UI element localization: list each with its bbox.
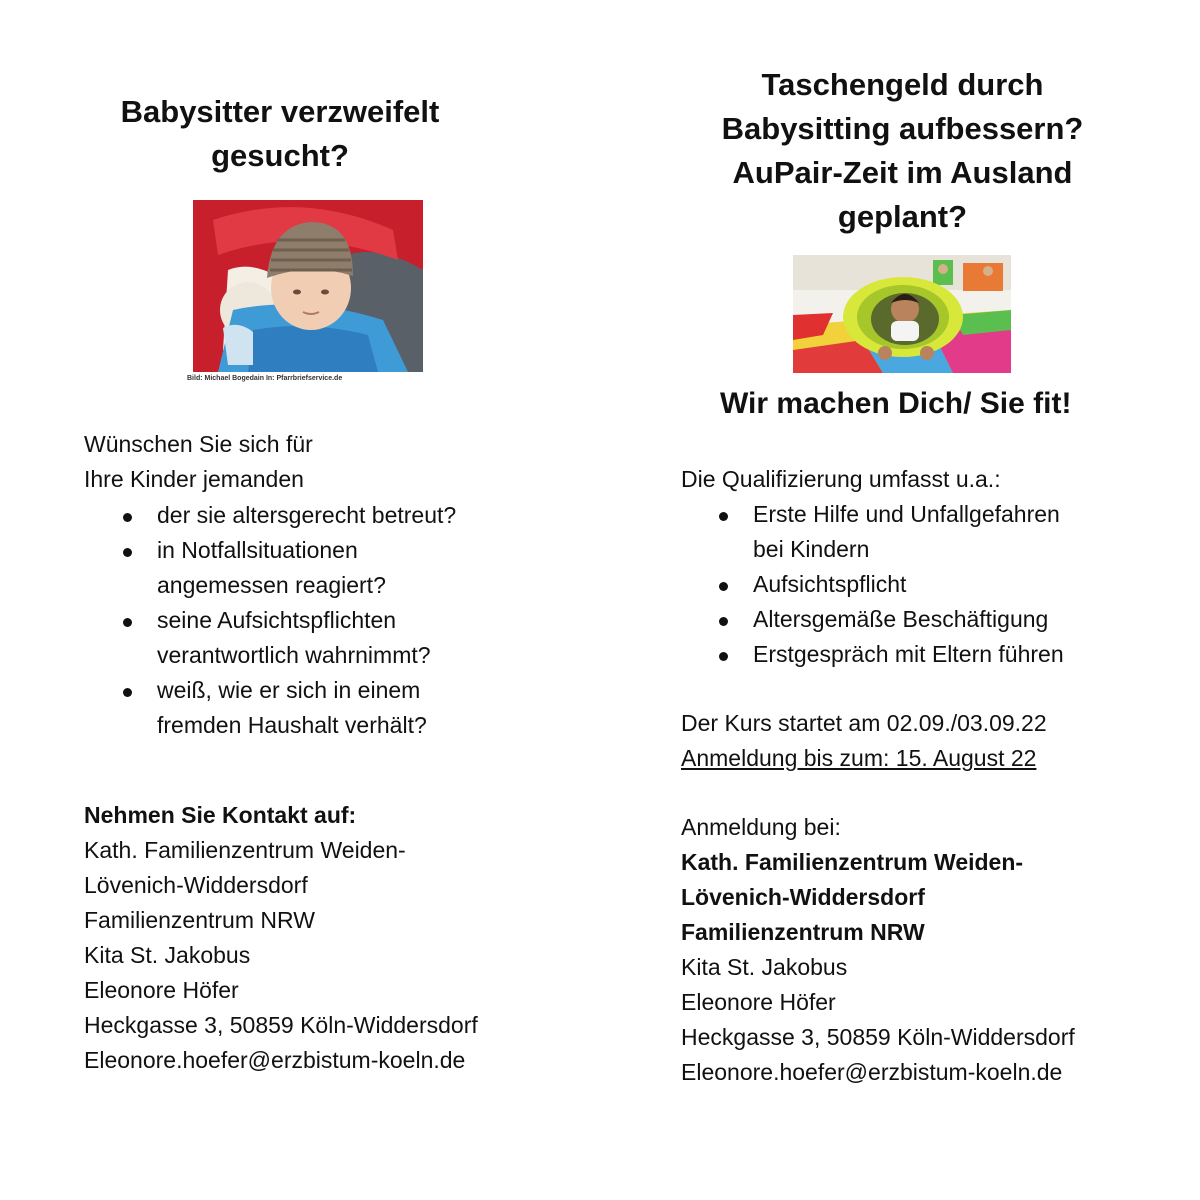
list-item-line: der sie altersgerecht betreut?	[157, 502, 457, 528]
left-title-line: gesucht?	[211, 138, 349, 173]
slogan: Wir machen Dich/ Sie fit!	[720, 387, 1072, 420]
contact-email: Eleonore.hoefer@erzbistum-koeln.de	[84, 1047, 466, 1073]
left-title-line: Babysitter verzweifelt	[120, 94, 440, 129]
contact-line: Familienzentrum NRW	[84, 907, 315, 933]
contact-heading: Nehmen Sie Kontakt auf:	[84, 802, 357, 828]
right-intro: Die Qualifizierung umfasst u.a.:	[681, 466, 1001, 492]
right-title-line: Babysitting aufbessern?	[721, 111, 1084, 146]
contact-line: Kath. Familienzentrum Weiden-	[84, 837, 406, 863]
list-item	[157, 673, 557, 743]
list-item	[753, 637, 1173, 672]
list-item	[157, 533, 557, 603]
left-intro-line: Ihre Kinder jemanden	[84, 466, 304, 492]
contact-address: Heckgasse 3, 50859 Köln-Widdersdorf	[84, 1012, 478, 1038]
right-title-line: Taschengeld durch	[761, 67, 1044, 102]
course-info	[681, 706, 1047, 776]
right-contact-block	[681, 810, 1075, 1090]
list-item-line: weiß, wie er sich in einem	[157, 677, 421, 703]
right-title-line: geplant?	[837, 199, 968, 234]
bullet-icon	[719, 617, 728, 626]
right-title-line: AuPair-Zeit im Ausland	[732, 155, 1073, 190]
left-contact-block	[84, 798, 478, 1078]
contact-line: Kita St. Jakobus	[84, 942, 251, 968]
bullet-icon	[719, 512, 728, 521]
left-title	[80, 90, 480, 178]
left-intro-line: Wünschen Sie sich für	[84, 431, 313, 457]
right-bullet-list	[753, 497, 1173, 672]
course-start: Der Kurs startet am 02.09./03.09.22	[681, 710, 1047, 736]
contact-line: Eleonore Höfer	[681, 989, 836, 1015]
list-item-line: seine Aufsichtspflichten	[157, 607, 397, 633]
contact-line: Kita St. Jakobus	[681, 954, 848, 980]
list-item-line: Aufsichtspflicht	[753, 571, 907, 597]
list-item-line: angemessen reagiert?	[157, 572, 386, 598]
bullet-icon	[123, 513, 132, 522]
list-item-line: fremden Haushalt verhält?	[157, 712, 427, 738]
photo-credit: Bild: Michael Bogedain In: Pfarrbriefservice.de	[187, 375, 343, 382]
contact-address: Heckgasse 3, 50859 Köln-Widdersdorf	[681, 1024, 1075, 1050]
baby-stroller-photo	[193, 200, 423, 372]
play-tunnel-photo	[793, 255, 1011, 373]
bullet-icon	[719, 582, 728, 591]
list-item	[753, 567, 1173, 602]
contact-line-bold: Familienzentrum NRW	[681, 919, 925, 945]
play-tunnel-illustration	[793, 255, 1011, 373]
list-item	[157, 603, 557, 673]
left-bullet-list	[157, 498, 557, 743]
list-item-line: Altersgemäße Beschäftigung	[753, 606, 1049, 632]
list-item-line: verantwortlich wahrnimmt?	[157, 642, 431, 668]
contact-line: Lövenich-Widdersdorf	[84, 872, 308, 898]
contact-line-bold: Lövenich-Widdersdorf	[681, 884, 925, 910]
contact-email: Eleonore.hoefer@erzbistum-koeln.de	[681, 1059, 1063, 1085]
bullet-icon	[123, 618, 132, 627]
list-item	[753, 497, 1173, 567]
list-item	[753, 602, 1173, 637]
list-item	[157, 498, 557, 533]
bullet-icon	[123, 688, 132, 697]
bullet-icon	[123, 548, 132, 557]
list-item-line: in Notfallsituationen	[157, 537, 358, 563]
list-item-line: bei Kindern	[753, 536, 870, 562]
list-item-line: Erstgespräch mit Eltern führen	[753, 641, 1064, 667]
registration-deadline: Anmeldung bis zum: 15. August 22	[681, 745, 1037, 771]
registration-label: Anmeldung bei:	[681, 814, 841, 840]
contact-line-bold: Kath. Familienzentrum Weiden-	[681, 849, 1024, 875]
list-item-line: Erste Hilfe und Unfallgefahren	[753, 501, 1060, 527]
right-title	[700, 63, 1105, 239]
baby-stroller-illustration	[193, 200, 423, 372]
bullet-icon	[719, 652, 728, 661]
left-intro	[84, 427, 313, 497]
contact-line: Eleonore Höfer	[84, 977, 239, 1003]
